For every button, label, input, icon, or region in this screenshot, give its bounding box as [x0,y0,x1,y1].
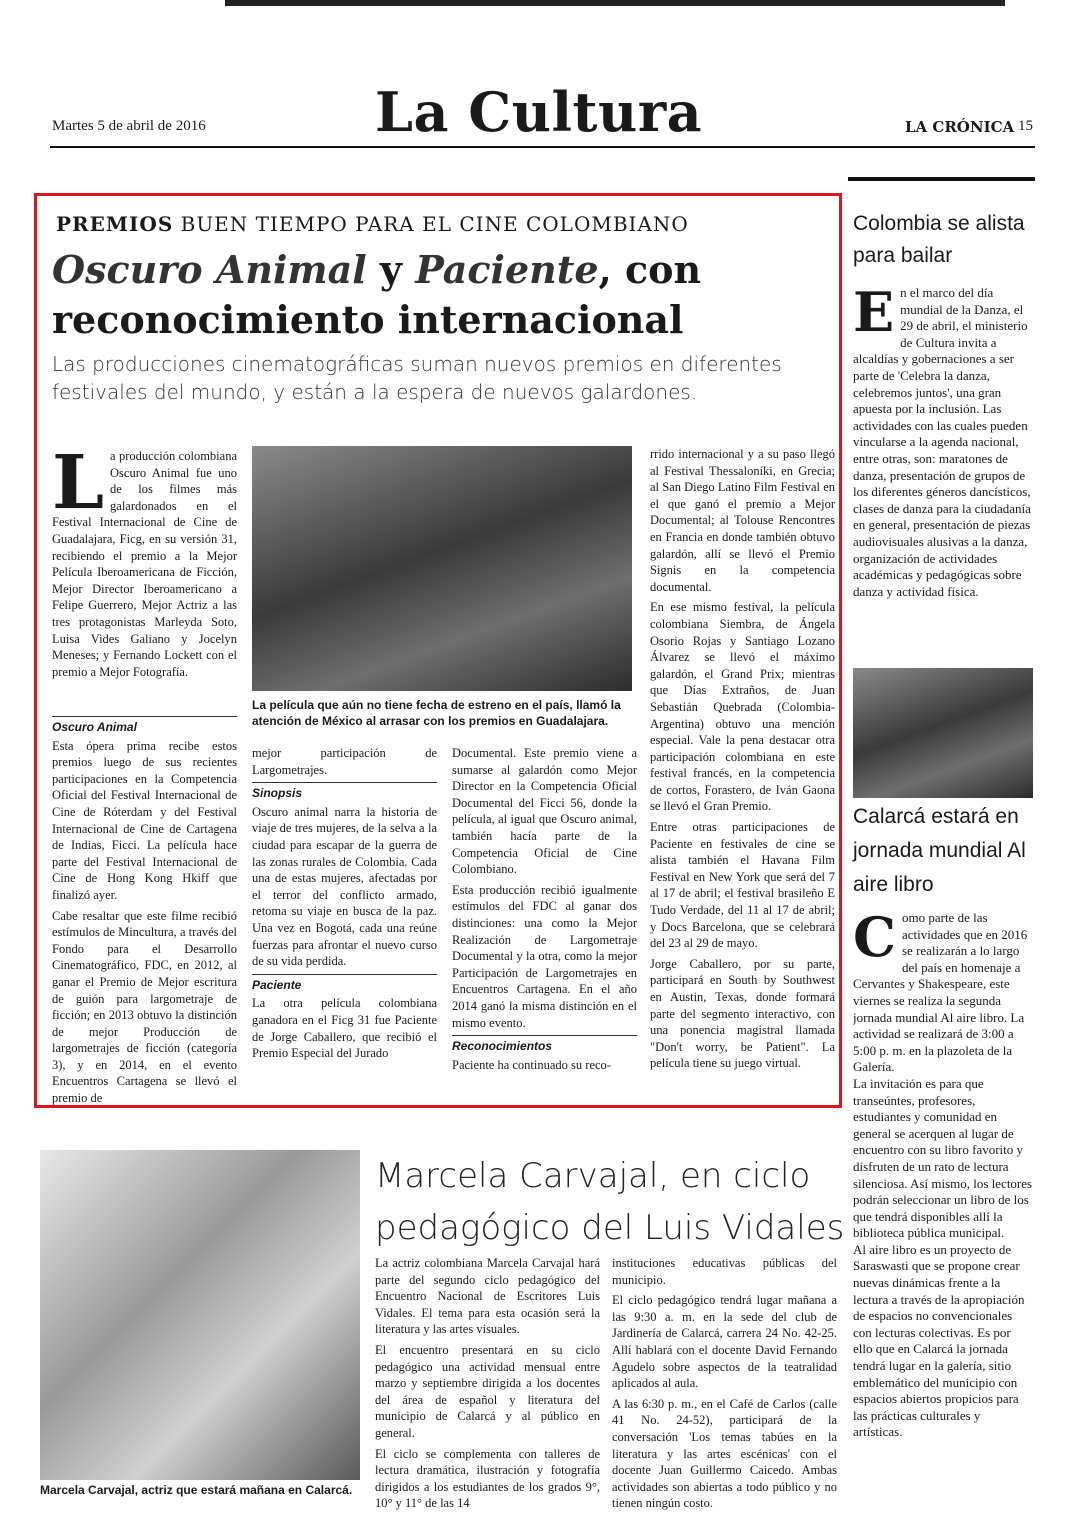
sidebar2-title: Calarcá estará en jornada mundial Al aire libro [853,805,1026,896]
headline-conj: y [366,247,416,292]
newspaper-name: LA CRÓNICA [905,118,1015,136]
article-col2 [252,745,437,1066]
second-paragraph: El ciclo se complementa con talleres de lectura dramática, ilustración y fotografía dirigidos a los estudiantes de los grados 9°, 10° y 11° de las 14 [375,1446,600,1511]
second-col2 [612,1255,837,1516]
subhead-sinopsis: Sinopsis [252,782,437,802]
article-headline [52,245,842,345]
col2-paragraph: La otra película colombiana ganadora en el Ficg 31 fue Paciente de Jorge Caballero, que recibió el Premio Especial del Jurado [252,996,437,1061]
article-kicker [56,212,689,236]
sidebar1-text: n el marco del día mundial de la Danza, el 29 de abril, el ministerio de Cultura invita a alcaldías y gobernaciones a ser parte de 'Celebra la danza, celebremos juntos', una gran apuesta por la inclusión. Las actividades con las cuales pueden vincularse a la agenda nacional, entre otras, son: maratones de danza, presentación de grupos de los diferentes géneros dancísticos, clases de danza para la ciudadanía en general, presentación de piezas audiovisuales alusivas a la danza, organización de actividades académicas y pedagógicas sobre danza y actividad física. [853,285,1031,599]
issue-date: Martes 5 de abril de 2016 [52,118,206,134]
portrait-photo [40,1150,360,1480]
sidebar-rule [848,177,1035,181]
dance-photo [853,668,1033,798]
sidebar2-dropcap: C [853,910,896,969]
headline-rest: , con reconocimiento internacional [52,247,702,342]
subhead-reconocimientos: Reconocimientos [452,1035,637,1055]
col3-paragraph: Documental. Este premio viene a sumarse al galardón como Mejor Director en la Competencia Oficial Documental del Ficci 56, donde la película, al igual que Oscuro animal, también hacía parte de la Competencia Oficial de Cine Colombiano. [452,746,637,877]
headline-film-2: Paciente [415,247,599,292]
film-still-photo [252,446,632,691]
article-col4 [650,446,835,1076]
second-paragraph: instituciones educativas públicas del municipio. [612,1256,837,1287]
col3-paragraph: Esta producción recibió igualmente estímulos del FDC al ganar dos distinciones: una como la Mejor Realización de Largometraje Documental y la otra, como la mejor Participación de Largometrajes en Encuentros Cartagena. En el año 2014 ganó la misma distinción en el mismo evento. [452,882,637,1030]
col4-paragraph: Entre otras participaciones de Paciente en festivales de cine se alista también el Havana Film Festival en New York que será del 7 al 17 de abril; el festival brasileño E Tudo Verdade, del 11 al 17 de abril; y Docs Barcelona, que se celebrará del 23 al 29 de mayo. [650,820,835,951]
top-crop-bar [225,0,1005,6]
dropcap: L [52,440,105,526]
sidebar2-paragraph: La invitación es para que transeúntes, profesores, estudiantes y comunidad en general se acerquen al lugar de encuentro con su libro favorito y disfruten de un rato de lectura silenciosa. Así mismo, los lectores podrán seleccionar un libro de los que tendrá disponibles allí la biblioteca pública municipal. [853,1075,1033,1241]
col3-paragraph: Paciente ha continuado su reco- [452,1057,611,1072]
second-headline: Marcela Carvajal, en ciclo pedagógico del Luis Vidales [375,1156,845,1248]
col2-paragraph: Oscuro animal narra la historia de viaje de tres mujeres, de la selva a la ciudad para escapar de la guerra de las zonas rurales de Colombia. Cada una de estas mujeres, afectadas por el terror del conflicto armado, retoma su viaje en busca de la paz. Una vez en Bogotá, cada una reúne fuerzas para afrontar el nuevo curso de su vida perdida. [252,804,437,969]
second-paragraph: El encuentro presentará en su ciclo pedagógico una actividad mensual entre marzo y septiembre dirigida a los docentes del área de español y literatura del municipio de Calarcá y al público en general. [375,1342,600,1440]
article-col3 [452,745,637,1077]
sidebar2-text: omo parte de las actividades que en 2016 se realizarán a lo largo del país en homenaje a Cervantes y Shakespeare, este viernes se realiza la segunda jornada mundial Al aire libro. La actividad se realizará de 3:00 a 5:00 p. m. en la plazoleta de la Galería. [853,910,1028,1075]
masthead-rule [50,146,1035,148]
kicker-text: BUEN TIEMPO PARA EL CINE COLOMBIANO [180,212,689,236]
kicker-label: PREMIOS [56,212,174,236]
portrait-caption: Marcela Carvajal, actriz que estará mañana en Calarcá. [40,1483,353,1497]
col1-intro: a producción colombiana Oscuro Animal fue uno de los filmes más galardonados en el Festival Internacional de Cine de Guadalajara, Ficg, en su versión 31, recibiendo el premio a la Mejor Película Iberoamericana de Ficción, Mejor Director Iberoamericano a Felipe Guerrero, Mejor Actriz a las tres protagonistas Marleyda Soto, Luisa Vides Galiano y Jocelyn Meneses; y Fernando Lockett con el premio a Mejor Fotografía. [52,449,237,679]
article-col1-bottom [52,712,237,1111]
sidebar1-title: Colombia se alista para bailar [853,212,1025,267]
sidebar2-paragraph: Al aire libro es un proyecto de Saraswasti que se propone crear nuevas dinámicas frente a la lectura a través de la apropiación de espacios no convencionales con lecturas colectivas. Es por ello que en Calarcá la jornada tendrá lugar en la galería, sitio emblemático del municipio con espacios abiertos propicios para las prácticas culturales y artísticas. [853,1241,1025,1440]
second-paragraph: El ciclo pedagógico tendrá lugar mañana a las 9:30 a. m. en la sede del club de Jardinería de Calarcá, carrera 24 No. 42-25. Allí hablará con el docente David Fernando Agudelo sobre aspectos de la teatralidad aplicados al aula. [612,1293,837,1391]
article-col1-top [52,440,237,698]
second-paragraph: A las 6:30 p. m., en el Café de Carlos (calle 41 No. 24-52), participará de la conversación 'Los temas tabúes en la literatura y las artes escénicas' con el docente Juan Guillermo Caicedo. Ambas actividades son abiertas a todo público y no tienen ningún costo. [612,1396,837,1511]
page-number: 15 [1018,118,1033,134]
col4-paragraph: Jorge Caballero, por su parte, participará en South by Southwest en Austin, Texas, donde formará parte del segmento interactivo, con una ponencia magistral llamada "Don't worry, be Patient". La película tiene su juego virtual. [650,956,835,1071]
second-col1 [375,1255,600,1516]
col4-paragraph: En ese mismo festival, la película colombiana Siembra, de Ángela Osorio Rojas y Santiago Lozano Álvarez se llevó el máximo galardón, el Grand Prix; mientras que Días Extraños, de Juan Sebastián Quebrada (Colombia-Argentina) obtuvo una mención especial. Vale la pena destacar otra participación colombiana en este festival francés, en la competencia de cortos, Forastero, de Iván Gaona se llevó el Gran Premio. [650,600,835,814]
photo-caption: La película que aún no tiene fecha de estreno en el país, llamó la atención de México al arrasar con los premios en Guadalajara. [252,698,621,728]
second-paragraph: La actriz colombiana Marcela Carvajal hará parte del segundo ciclo pedagógico del Encuentro Nacional de Escritores Luis Vidales. El tema para esta ocasión será la literatura y las artes visuales. [375,1256,600,1337]
article-deck: Las producciones cinematográficas suman nuevos premios en diferentes festivales del mundo, y están a la espera de nuevos galardones. [52,352,782,404]
col1-paragraph: Cabe resaltar que este filme recibió estímulos de Mincultura, a través del Fondo para el Desarrollo Cinematográfico, FDC, en 2012, al ganar el Premio de Mejor escritura de guión para largometraje de ficción; en 2013 obtuvo la distinción de mejor Producción de largometrajes de ficción (categoría 3), y en 2014, en el evento Encuentros Cartagena se llevó el premio de [52,908,237,1106]
col2-paragraph: mejor participación de Largometrajes. [252,746,437,777]
col1-paragraph: Esta ópera prima recibe estos premios luego de sus recientes participaciones en la Competencia Oficial del Festival Internacional de Cine de Róterdam y del Festival Internacional de Cine de Cartagena de Indias, Ficci. La película hace parte del Festival Internacional de Cine de Hong Kong Hkiff que finalizó ayer. [52,738,237,902]
sidebar2-body [853,910,1033,1470]
subhead-oscuro-animal: Oscuro Animal [52,716,237,736]
sidebar1-dropcap: E [853,285,895,344]
section-title: La Cultura [375,80,703,144]
headline-film-1: Oscuro Animal [52,247,367,292]
subhead-paciente: Paciente [252,974,437,994]
col4-paragraph: rrido internacional y a su paso llegó al Festival Thessaloníki, en Grecia; al San Diego Latino Film Festival en el que ganó el premio a Mejor Documental; al Tolouse Rencontres en Francia en donde también obtuvo galardón, allí se llevó el Premio Signis en la competencia documental. [650,447,835,594]
sidebar1-body [853,285,1033,665]
